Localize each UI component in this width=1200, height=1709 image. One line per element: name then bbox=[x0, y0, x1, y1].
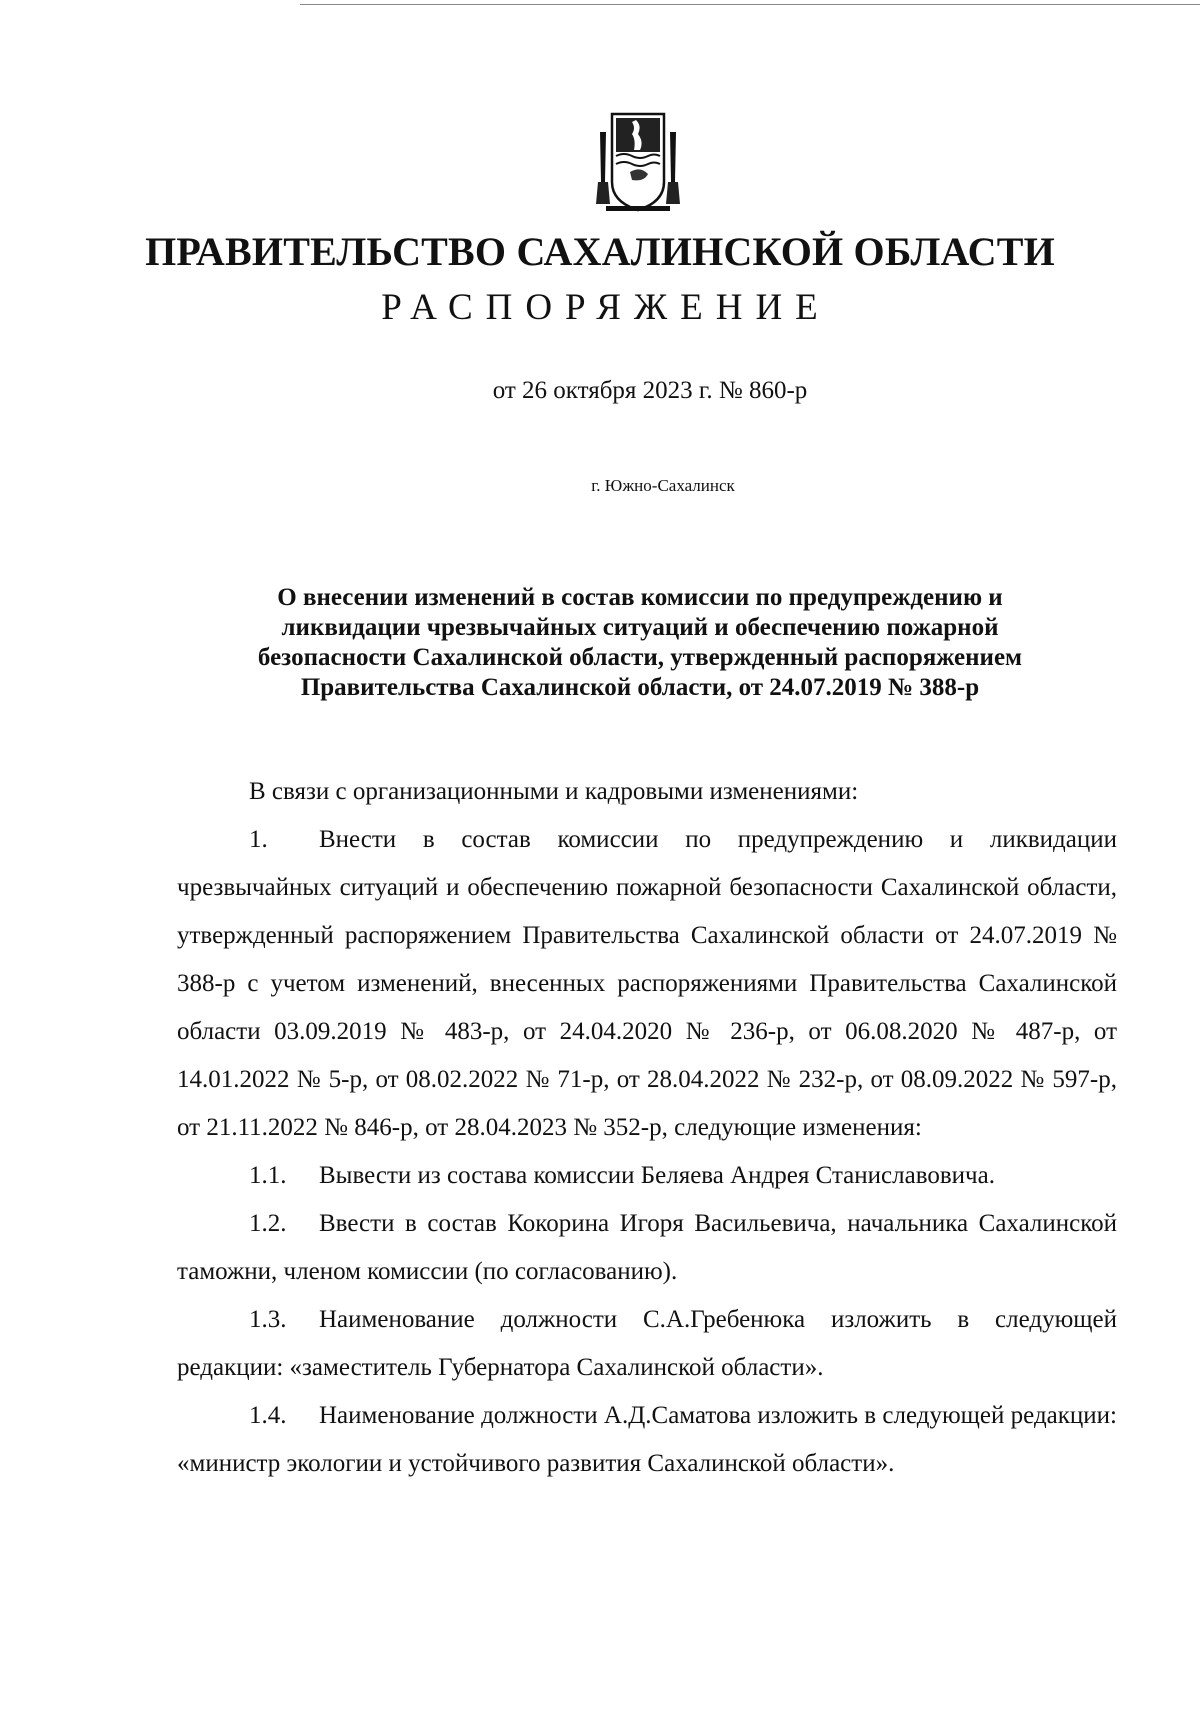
subitem-text: Вывести из состава комиссии Беляева Андрея Станиславовича. bbox=[319, 1162, 995, 1189]
subitem-text: Наименование должности А.Д.Саматова изложить в следующей редакции: «министр экологии и устойчивого развития Сахалинской области». bbox=[177, 1402, 1117, 1477]
subitem-1-3-paragraph bbox=[177, 1296, 1117, 1392]
document-subject bbox=[200, 583, 1080, 703]
subject-line: Правительства Сахалинской области, от 24.07.2019 № 388-р bbox=[300, 674, 980, 701]
subitem-text: Ввести в состав Кокорина Игоря Васильевича, начальника Сахалинской таможни, членом комиссии (по согласованию). bbox=[177, 1210, 1117, 1285]
item-number: 1. bbox=[249, 826, 268, 853]
subitem-1-4-paragraph bbox=[177, 1392, 1117, 1488]
item-1-paragraph bbox=[177, 816, 1117, 1152]
subitem-1-2-paragraph bbox=[177, 1200, 1117, 1296]
subitem-number: 1.1. bbox=[249, 1162, 287, 1189]
scan-edge-line bbox=[300, 4, 1200, 5]
subitem-number: 1.2. bbox=[249, 1210, 287, 1237]
document-body bbox=[177, 768, 1117, 1488]
coat-of-arms-emblem bbox=[596, 112, 680, 212]
subitem-1-1-paragraph bbox=[177, 1152, 1117, 1200]
document-kind: РАСПОРЯЖЕНИЕ bbox=[381, 287, 831, 328]
item-text: Внести в состав комиссии по предупреждению и ликвидации чрезвычайных ситуаций и обеспечению пожарной безопасности Сахалинской области, утвержденный распоряжением Правительства Сахалинской области от 24.07.2019 № 388-р с учетом изменений, внесенных распоряжениями Правительства Сахалинской области 03.09.2019 № 483-р, от 24.04.2020 № 236-р, от 06.08.2020 № 487-р, от 14.01.2022 № 5-р, от 08.02.2022 № 71-р, от 28.04.2022 № 232-р, от 08.09.2022 № 597-р, от 21.11.2022 № 846-р, от 28.04.2023 № 352-р, следующие изменения: bbox=[177, 826, 1117, 1141]
government-title: ПРАВИТЕЛЬСТВО САХАЛИНСКОЙ ОБЛАСТИ bbox=[145, 229, 1055, 274]
subject-line: О внесении изменений в состав комиссии по предупреждению и bbox=[277, 584, 1003, 611]
document-date-number: от 26 октября 2023 г. № 860-р bbox=[492, 377, 808, 404]
subitem-number: 1.3. bbox=[249, 1306, 287, 1333]
subitem-number: 1.4. bbox=[249, 1402, 287, 1429]
subitem-text: Наименование должности С.А.Гребенюка изложить в следующей редакции: «заместитель Губернатора Сахалинской области». bbox=[177, 1306, 1117, 1381]
intro-paragraph: В связи с организационными и кадровыми изменениями: bbox=[249, 778, 859, 805]
subject-line: ликвидации чрезвычайных ситуаций и обеспечению пожарной bbox=[281, 614, 999, 641]
document-city: г. Южно-Сахалинск bbox=[591, 476, 735, 495]
subject-line: безопасности Сахалинской области, утвержденный распоряжением bbox=[257, 644, 1023, 671]
